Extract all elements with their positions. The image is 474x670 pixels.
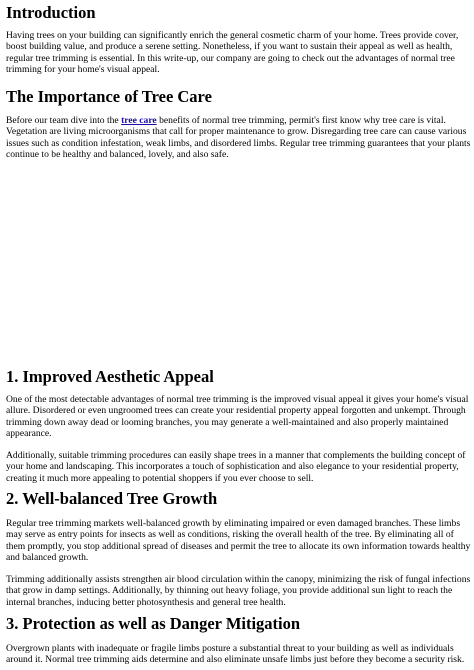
importance-text-before-link: Before our team dive into the xyxy=(6,115,122,126)
aesthetic-paragraph-1: One of the most detectable advantages of normal tree trimming is the improved visual appeal it gives your home's visual allure. Disordered or even ungroomed trees can create your residential property appeal forgotten and unkempt. Through trimming down away dead or looming branches, you may generate a well-maintained and also properly maintained appearance. xyxy=(6,394,469,439)
protection-paragraph-1: Overgrown plants with inadequate or fragile limbs posture a substantial threat to your building as well as individuals around it. Normal tree trimming aids determine and also eliminate unsafe limbs just before they become a security risk. xyxy=(6,643,465,666)
heading-introduction: Introduction xyxy=(6,3,96,22)
tree-care-link[interactable]: tree care xyxy=(121,115,157,126)
importance-text-after-link: benefits of normal tree trimming, permit's first know why tree care is vital. Vegetation are living microorganisms that call for proper maintenance to grow. Disregarding tree care can cause various issues such as condition infestation, weak limbs, and disordered limbs. Regular tree trimming guarantees that your plants continue to be healthy and balanced, lovely, and also safe. xyxy=(6,115,471,160)
importance-paragraph xyxy=(6,115,472,160)
heading-well-balanced-tree-growth: 2. Well-balanced Tree Growth xyxy=(6,489,218,508)
intro-paragraph: Having trees on your building can significantly enrich the general cosmetic charm of your home. Trees provide cover, boost building value, and produce a serene setting. Nonetheless, if you want to sustain their appeal as well as health, regular tree trimming is essential. In this write-up, our company are going to check out the advantages of normal tree trimming for your home's visual appeal. xyxy=(6,30,459,75)
growth-paragraph-1: Regular tree trimming markets well-balanced growth by eliminating impaired or even damaged branches. These limbs may serve as entry points for insects as well as conditions, risking the overall health of the tree. By eliminating all of them promptly, you stop additional spread of diseases and permit the tree to allocate its own information towards healthy and balanced growth. xyxy=(6,518,471,563)
aesthetic-paragraph-2: Additionally, suitable trimming procedures can easily shape trees in a manner that complements the building concept of your home and landscaping. This incorporates a touch of sophistication and also elegance to your residential property, creating it much more appealing to potential shoppers if you ever choose to sell. xyxy=(6,450,466,484)
heading-improved-aesthetic-appeal: 1. Improved Aesthetic Appeal xyxy=(6,367,214,386)
heading-protection-danger-mitigation: 3. Protection as well as Danger Mitigation xyxy=(6,614,301,633)
growth-paragraph-2: Trimming additionally assists strengthen air blood circulation within the canopy, minimizing the risk of fungal infections that grow in damp settings. Additionally, by thinning out heavy foliage, you provide additional sun light to reach the internal branches, inducing better photosynthesis and general tree health. xyxy=(6,574,471,608)
heading-importance-of-tree-care: The Importance of Tree Care xyxy=(6,87,212,106)
